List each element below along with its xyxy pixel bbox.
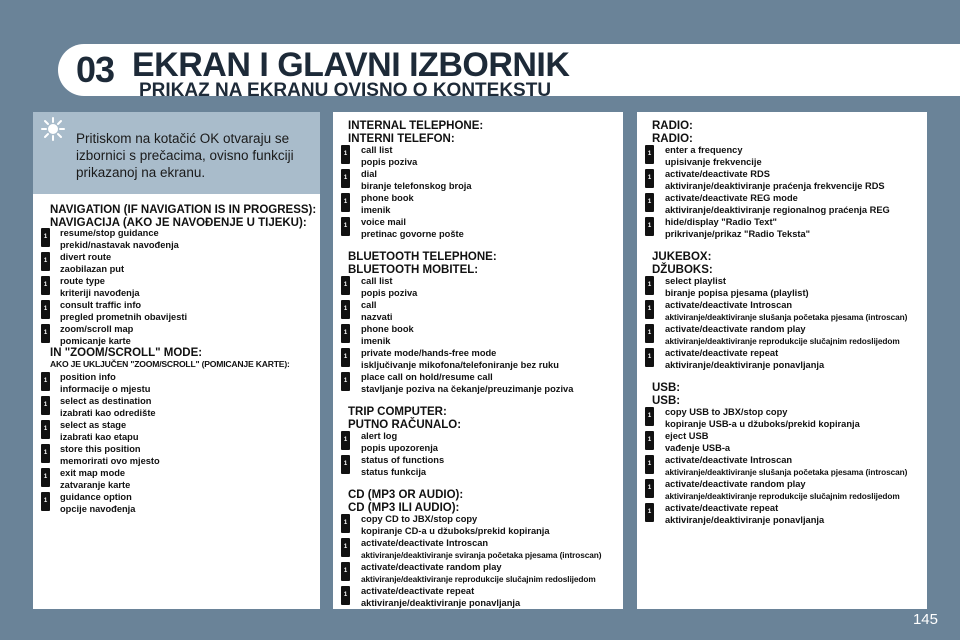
badge-label: 1 xyxy=(343,175,348,181)
list-item: eject USB xyxy=(665,431,709,441)
badge-label: 1 xyxy=(43,258,48,264)
list-item: select as destination xyxy=(60,396,152,406)
button-1-icon xyxy=(41,372,50,391)
badge-label: 1 xyxy=(647,330,652,336)
navigation-title-en: NAVIGATION (IF NAVIGATION IS IN PROGRESS): xyxy=(50,204,317,216)
zoom-title-hr: AKO JE UKLJUČEN "ZOOM/SCROLL" (POMICANJE KARTE): xyxy=(50,359,290,369)
list-item: upisivanje frekvencije xyxy=(665,157,762,167)
button-1-icon xyxy=(645,193,654,212)
button-1-icon xyxy=(341,169,350,188)
list-item: enter a frequency xyxy=(665,145,743,155)
button-1-icon xyxy=(645,348,654,367)
badge-label: 1 xyxy=(647,461,652,467)
button-1-icon xyxy=(41,252,50,271)
badge-label: 1 xyxy=(43,330,48,336)
jukebox-title-hr: DŽUBOKS: xyxy=(652,263,713,276)
zoom-items xyxy=(60,371,160,515)
chapter-number: 03 xyxy=(76,49,115,90)
badge-label: 1 xyxy=(647,509,652,515)
usb-title-hr: USB: xyxy=(652,394,681,407)
list-item: aktiviranje/deaktiviranje slušanja početaka pjesama (introscan) xyxy=(665,312,908,322)
list-item: alert log xyxy=(361,431,398,441)
button-1-icon xyxy=(645,407,654,426)
internal-phone-title-en: INTERNAL TELEPHONE: xyxy=(348,120,484,132)
list-item: private mode/hands-free mode xyxy=(361,348,497,358)
button-1-icon xyxy=(645,479,654,498)
button-1-icon xyxy=(341,348,350,367)
list-item: phone book xyxy=(361,193,414,203)
button-1-icon xyxy=(645,169,654,188)
trip-items xyxy=(361,430,444,478)
badge-label: 1 xyxy=(43,498,48,504)
list-item: status funkcija xyxy=(361,467,427,477)
badge-label: 1 xyxy=(343,437,348,443)
badge-label: 1 xyxy=(343,568,348,574)
sun-icon xyxy=(40,116,66,142)
list-item: activate/deactivate repeat xyxy=(665,503,779,513)
list-item: aktiviranje/deaktiviranje regionalnog praćenja REG xyxy=(665,205,890,215)
badge-label: 1 xyxy=(343,306,348,312)
info-text: Pritiskom na kotačić OK otvaraju se izbornici s prečacima, ovisno funkciji prikazanoj na ekranu. xyxy=(76,131,294,180)
list-item: status of functions xyxy=(361,455,445,465)
button-1-icon xyxy=(645,300,654,319)
badge-label: 1 xyxy=(343,330,348,336)
cd-items xyxy=(361,513,601,609)
badge-label: 1 xyxy=(343,378,348,384)
list-item: activate/deactivate repeat xyxy=(665,348,779,358)
list-item: biranje telefonskog broja xyxy=(361,181,472,191)
internal-phone-title-hr: INTERNI TELEFON: xyxy=(348,132,455,145)
page-title: EKRAN I GLAVNI IZBORNIK xyxy=(132,46,570,84)
usb-title xyxy=(652,382,680,407)
bluetooth-items xyxy=(361,275,573,395)
list-item: imenik xyxy=(361,336,391,346)
cd-title xyxy=(348,489,463,514)
list-item: activate/deactivate Introscan xyxy=(665,300,793,310)
radio-title-hr: RADIO: xyxy=(652,132,693,145)
button-1-icon xyxy=(341,538,350,557)
list-item: imenik xyxy=(361,205,391,215)
list-item: pretinac govorne pošte xyxy=(361,229,464,239)
page-number: 145 xyxy=(912,611,938,628)
button-1-icon xyxy=(645,431,654,450)
badge-label: 1 xyxy=(343,461,348,467)
badge-label: 1 xyxy=(43,450,48,456)
list-item: resume/stop guidance xyxy=(60,228,159,238)
cd-title-hr: CD (MP3 ILI AUDIO): xyxy=(348,501,460,514)
radio-title-en: RADIO: xyxy=(652,120,693,132)
button-1-icon xyxy=(341,562,350,581)
list-item: popis upozorenja xyxy=(361,443,438,453)
badge-label: 1 xyxy=(343,151,348,157)
jukebox-items xyxy=(665,275,907,371)
badge-label: 1 xyxy=(647,151,652,157)
list-item: store this position xyxy=(60,444,141,454)
list-item: select as stage xyxy=(60,420,127,430)
badge-label: 1 xyxy=(43,378,48,384)
badge-label: 1 xyxy=(43,234,48,240)
badge-label: 1 xyxy=(647,282,652,288)
list-item: informacije o mjestu xyxy=(60,384,151,394)
list-item: call xyxy=(361,300,377,310)
list-item: izabrati kao etapu xyxy=(60,432,139,442)
list-item: aktiviranje/deaktiviranje praćenja frekvencije RDS xyxy=(665,181,885,191)
list-item: consult traffic info xyxy=(60,300,142,310)
list-item: isključivanje mikofona/telefoniranje bez ruku xyxy=(361,360,559,370)
list-item: activate/deactivate RDS xyxy=(665,169,770,179)
button-1-icon xyxy=(341,276,350,295)
list-item: zaobilazan put xyxy=(60,264,125,274)
list-item: aktiviranje/deaktiviranje slušanja početaka pjesama (introscan) xyxy=(665,467,908,477)
trip-title-hr: PUTNO RAČUNALO: xyxy=(348,418,462,431)
bluetooth-title-hr: BLUETOOTH MOBITEL: xyxy=(348,263,479,276)
navigation-title xyxy=(50,204,316,229)
list-item: place call on hold/resume call xyxy=(361,372,493,382)
list-item: aktiviranje/deaktiviranje ponavljanja xyxy=(361,598,521,608)
badge-label: 1 xyxy=(647,413,652,419)
list-item: biranje popisa pjesama (playlist) xyxy=(665,288,809,298)
list-item: route type xyxy=(60,276,105,286)
badge-label: 1 xyxy=(343,544,348,550)
button-1-icon xyxy=(341,300,350,319)
list-item: divert route xyxy=(60,252,112,262)
button-1-icon xyxy=(645,217,654,236)
page-subtitle: PRIKAZ NA EKRANU OVISNO O KONTEKSTU xyxy=(139,80,552,101)
button-1-icon xyxy=(41,228,50,247)
list-item: aktiviranje/deaktiviranje reprodukcije slučajnim redoslijedom xyxy=(665,336,900,346)
list-item: activate/deactivate random play xyxy=(361,562,502,572)
list-item: nazvati xyxy=(361,312,393,322)
button-1-icon xyxy=(41,300,50,319)
list-item: kopiranje USB-a u džuboks/prekid kopiranja xyxy=(665,419,860,429)
button-1-icon xyxy=(645,455,654,474)
badge-label: 1 xyxy=(647,199,652,205)
list-item: kriteriji navođenja xyxy=(60,288,140,298)
button-1-icon xyxy=(645,145,654,164)
list-item: hide/display "Radio Text" xyxy=(665,217,777,227)
button-1-icon xyxy=(341,217,350,236)
trip-title-en: TRIP COMPUTER: xyxy=(348,406,447,418)
badge-label: 1 xyxy=(43,402,48,408)
badge-label: 1 xyxy=(343,592,348,598)
list-item: izabrati kao odredište xyxy=(60,408,156,418)
button-1-icon xyxy=(41,468,50,487)
trip-title xyxy=(348,406,461,431)
badge-label: 1 xyxy=(43,426,48,432)
list-item: pomicanje karte xyxy=(60,336,131,346)
usb-items xyxy=(665,406,907,526)
list-item: dial xyxy=(361,169,378,179)
list-item: copy CD to JBX/stop copy xyxy=(361,514,478,524)
list-item: memorirati ovo mjesto xyxy=(60,456,160,466)
list-item: phone book xyxy=(361,324,414,334)
badge-label: 1 xyxy=(43,282,48,288)
list-item: opcije navođenja xyxy=(60,504,136,514)
list-item: aktiviranje/deaktiviranje reprodukcije slučajnim redoslijedom xyxy=(361,574,596,584)
list-item: voice mail xyxy=(361,217,406,227)
button-1-icon xyxy=(41,492,50,511)
list-item: zoom/scroll map xyxy=(60,324,134,334)
list-item: kopiranje CD-a u džuboks/prekid kopiranja xyxy=(361,526,550,536)
cd-title-en: CD (MP3 OR AUDIO): xyxy=(348,489,464,501)
badge-label: 1 xyxy=(647,354,652,360)
button-1-icon xyxy=(41,396,50,415)
list-item: pregled prometnih obavijesti xyxy=(60,312,188,322)
badge-label: 1 xyxy=(647,175,652,181)
badge-label: 1 xyxy=(343,223,348,229)
list-item: popis poziva xyxy=(361,157,418,167)
jukebox-title-en: JUKEBOX: xyxy=(652,251,712,263)
list-item: vađenje USB-a xyxy=(665,443,731,453)
list-item: exit map mode xyxy=(60,468,126,478)
list-item: stavljanje poziva na čekanje/preuzimanje poziva xyxy=(361,384,574,394)
list-item: position info xyxy=(60,372,116,382)
button-1-icon xyxy=(41,420,50,439)
button-1-icon xyxy=(341,372,350,391)
badge-label: 1 xyxy=(647,485,652,491)
list-item: call list xyxy=(361,145,393,155)
navigation-title-hr: NAVIGACIJA (AKO JE NAVOĐENJE U TIJEKU): xyxy=(50,216,307,229)
badge-label: 1 xyxy=(647,223,652,229)
list-item: popis poziva xyxy=(361,288,418,298)
list-item: aktiviranje/deaktiviranje ponavljanja xyxy=(665,360,825,370)
internal-phone-items xyxy=(361,144,472,240)
list-item: activate/deactivate Introscan xyxy=(665,455,793,465)
badge-label: 1 xyxy=(43,306,48,312)
button-1-icon xyxy=(645,503,654,522)
list-item: activate/deactivate random play xyxy=(665,324,806,334)
badge-label: 1 xyxy=(647,306,652,312)
list-item: aktiviranje/deaktiviranje sviranja početaka pjesama (introscan) xyxy=(361,550,602,560)
button-1-icon xyxy=(341,324,350,343)
list-item: copy USB to JBX/stop copy xyxy=(665,407,788,417)
badge-label: 1 xyxy=(343,282,348,288)
button-1-icon xyxy=(41,276,50,295)
bluetooth-title xyxy=(348,251,497,276)
usb-title-en: USB: xyxy=(652,382,681,394)
zoom-title-en: IN "ZOOM/SCROLL" MODE: xyxy=(50,347,203,359)
button-1-icon xyxy=(645,324,654,343)
list-item: prekid/nastavak navođenja xyxy=(60,240,179,250)
badge-label: 1 xyxy=(343,199,348,205)
button-1-icon xyxy=(341,145,350,164)
list-item: select playlist xyxy=(665,276,726,286)
list-item: zatvaranje karte xyxy=(60,480,131,490)
list-item: activate/deactivate REG mode xyxy=(665,193,798,203)
badge-label: 1 xyxy=(647,437,652,443)
list-item: guidance option xyxy=(60,492,132,502)
internal-phone-title xyxy=(348,120,483,145)
list-item: call list xyxy=(361,276,393,286)
list-item: aktiviranje/deaktiviranje reprodukcije slučajnim redoslijedom xyxy=(665,491,900,501)
button-1-icon xyxy=(41,324,50,343)
button-1-icon xyxy=(341,455,350,474)
badge-label: 1 xyxy=(343,354,348,360)
badge-label: 1 xyxy=(343,520,348,526)
navigation-items xyxy=(60,227,187,347)
list-item: activate/deactivate random play xyxy=(665,479,806,489)
button-1-icon xyxy=(341,193,350,212)
list-item: activate/deactivate Introscan xyxy=(361,538,489,548)
bluetooth-title-en: BLUETOOTH TELEPHONE: xyxy=(348,251,497,263)
button-1-icon xyxy=(341,431,350,450)
jukebox-title xyxy=(652,251,713,276)
radio-items xyxy=(665,144,890,240)
radio-title xyxy=(652,120,693,145)
button-1-icon xyxy=(341,586,350,605)
list-item: prikrivanje/prikaz "Radio Teksta" xyxy=(665,229,811,239)
button-1-icon xyxy=(341,514,350,533)
list-item: aktiviranje/deaktiviranje ponavljanja xyxy=(665,515,825,525)
badge-label: 1 xyxy=(43,474,48,480)
list-item: activate/deactivate repeat xyxy=(361,586,475,596)
button-1-icon xyxy=(645,276,654,295)
button-1-icon xyxy=(41,444,50,463)
